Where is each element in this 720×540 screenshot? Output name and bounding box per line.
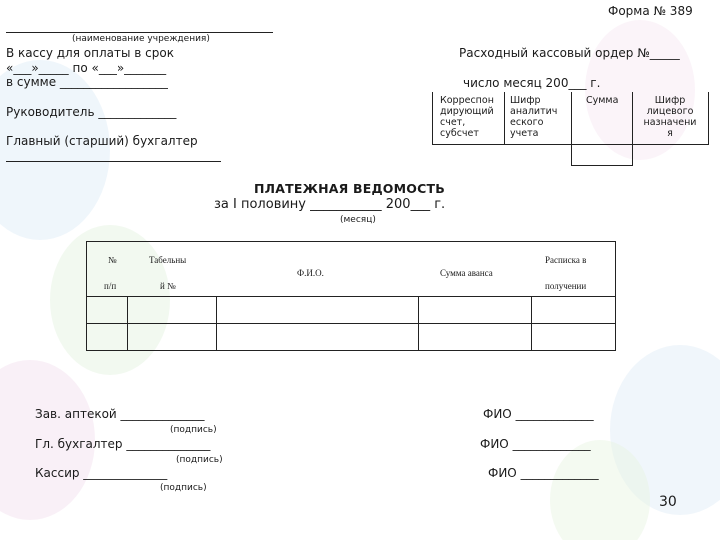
accounting-col-divider [571, 92, 572, 165]
fio-chief-accountant: ФИО _____________ [480, 437, 591, 451]
signature-caption: (подпись) [176, 455, 223, 465]
chief-accountant-line [6, 161, 221, 162]
col-tab-header-2: й № [160, 281, 176, 291]
accounting-col-divider [504, 92, 505, 145]
payroll-col-divider [127, 296, 128, 350]
signature-caption: (подпись) [170, 425, 217, 435]
payroll-col-divider [418, 296, 419, 350]
payroll-header-divider [86, 296, 615, 297]
col-fio-header: Ф.И.О. [297, 268, 324, 278]
institution-caption: (наименование учреждения) [72, 34, 210, 44]
cash-term-dates: «___»_____ по «___»_______ [6, 61, 167, 75]
accounting-col-divider [632, 92, 633, 165]
payroll-col-divider [531, 296, 532, 350]
cash-term-line: В кассу для оплаты в срок [6, 46, 174, 60]
col-sign-header: Расписка в [545, 255, 587, 265]
payroll-col-divider [216, 296, 217, 350]
col-tab-header: Табельны [149, 255, 187, 265]
purpose-code-header: Шифр лицевого назначени я [643, 95, 697, 139]
chief-accountant-signature: Гл. бухгалтер ______________ [35, 437, 211, 451]
sum-cell-bottom [571, 165, 633, 166]
head-signature: Руководитель _____________ [6, 105, 177, 119]
chief-accountant-label: Главный (старший) бухгалтер [6, 134, 198, 148]
institution-line [6, 32, 273, 33]
sum-header: Сумма [586, 95, 619, 106]
statement-period: за I половину ___________ 200___ г. [214, 197, 446, 212]
form-number: Форма № 389 [608, 4, 693, 18]
signature-caption: (подпись) [160, 483, 207, 493]
page-number: 30 [659, 494, 677, 510]
month-caption: (месяц) [340, 215, 376, 225]
statement-title: ПЛАТЕЖНАЯ ВЕДОМОСТЬ [254, 181, 445, 196]
col-number-header: № [108, 255, 117, 265]
payroll-row-divider [86, 323, 615, 324]
fio-cashier: ФИО _____________ [488, 466, 599, 480]
cashier-signature: Кассир ______________ [35, 466, 168, 480]
pharmacy-head-signature: Зав. аптекой ______________ [35, 407, 205, 421]
col-number-header-2: п/п [104, 281, 117, 291]
corr-account-header: Корреспон дирующий счет, субсчет [440, 95, 494, 139]
cash-order-number: Расходный кассовый ордер №_____ [459, 46, 680, 60]
fio-pharmacy-head: ФИО _____________ [483, 407, 594, 421]
analytic-code-header: Шифр аналитич еского учета [510, 95, 558, 139]
col-sign-header-2: получении [545, 281, 587, 291]
cash-order-date: число месяц 200___ г. [463, 76, 601, 90]
col-sum-header: Сумма аванса [440, 268, 493, 278]
cash-amount: в сумме __________________ [6, 75, 168, 89]
